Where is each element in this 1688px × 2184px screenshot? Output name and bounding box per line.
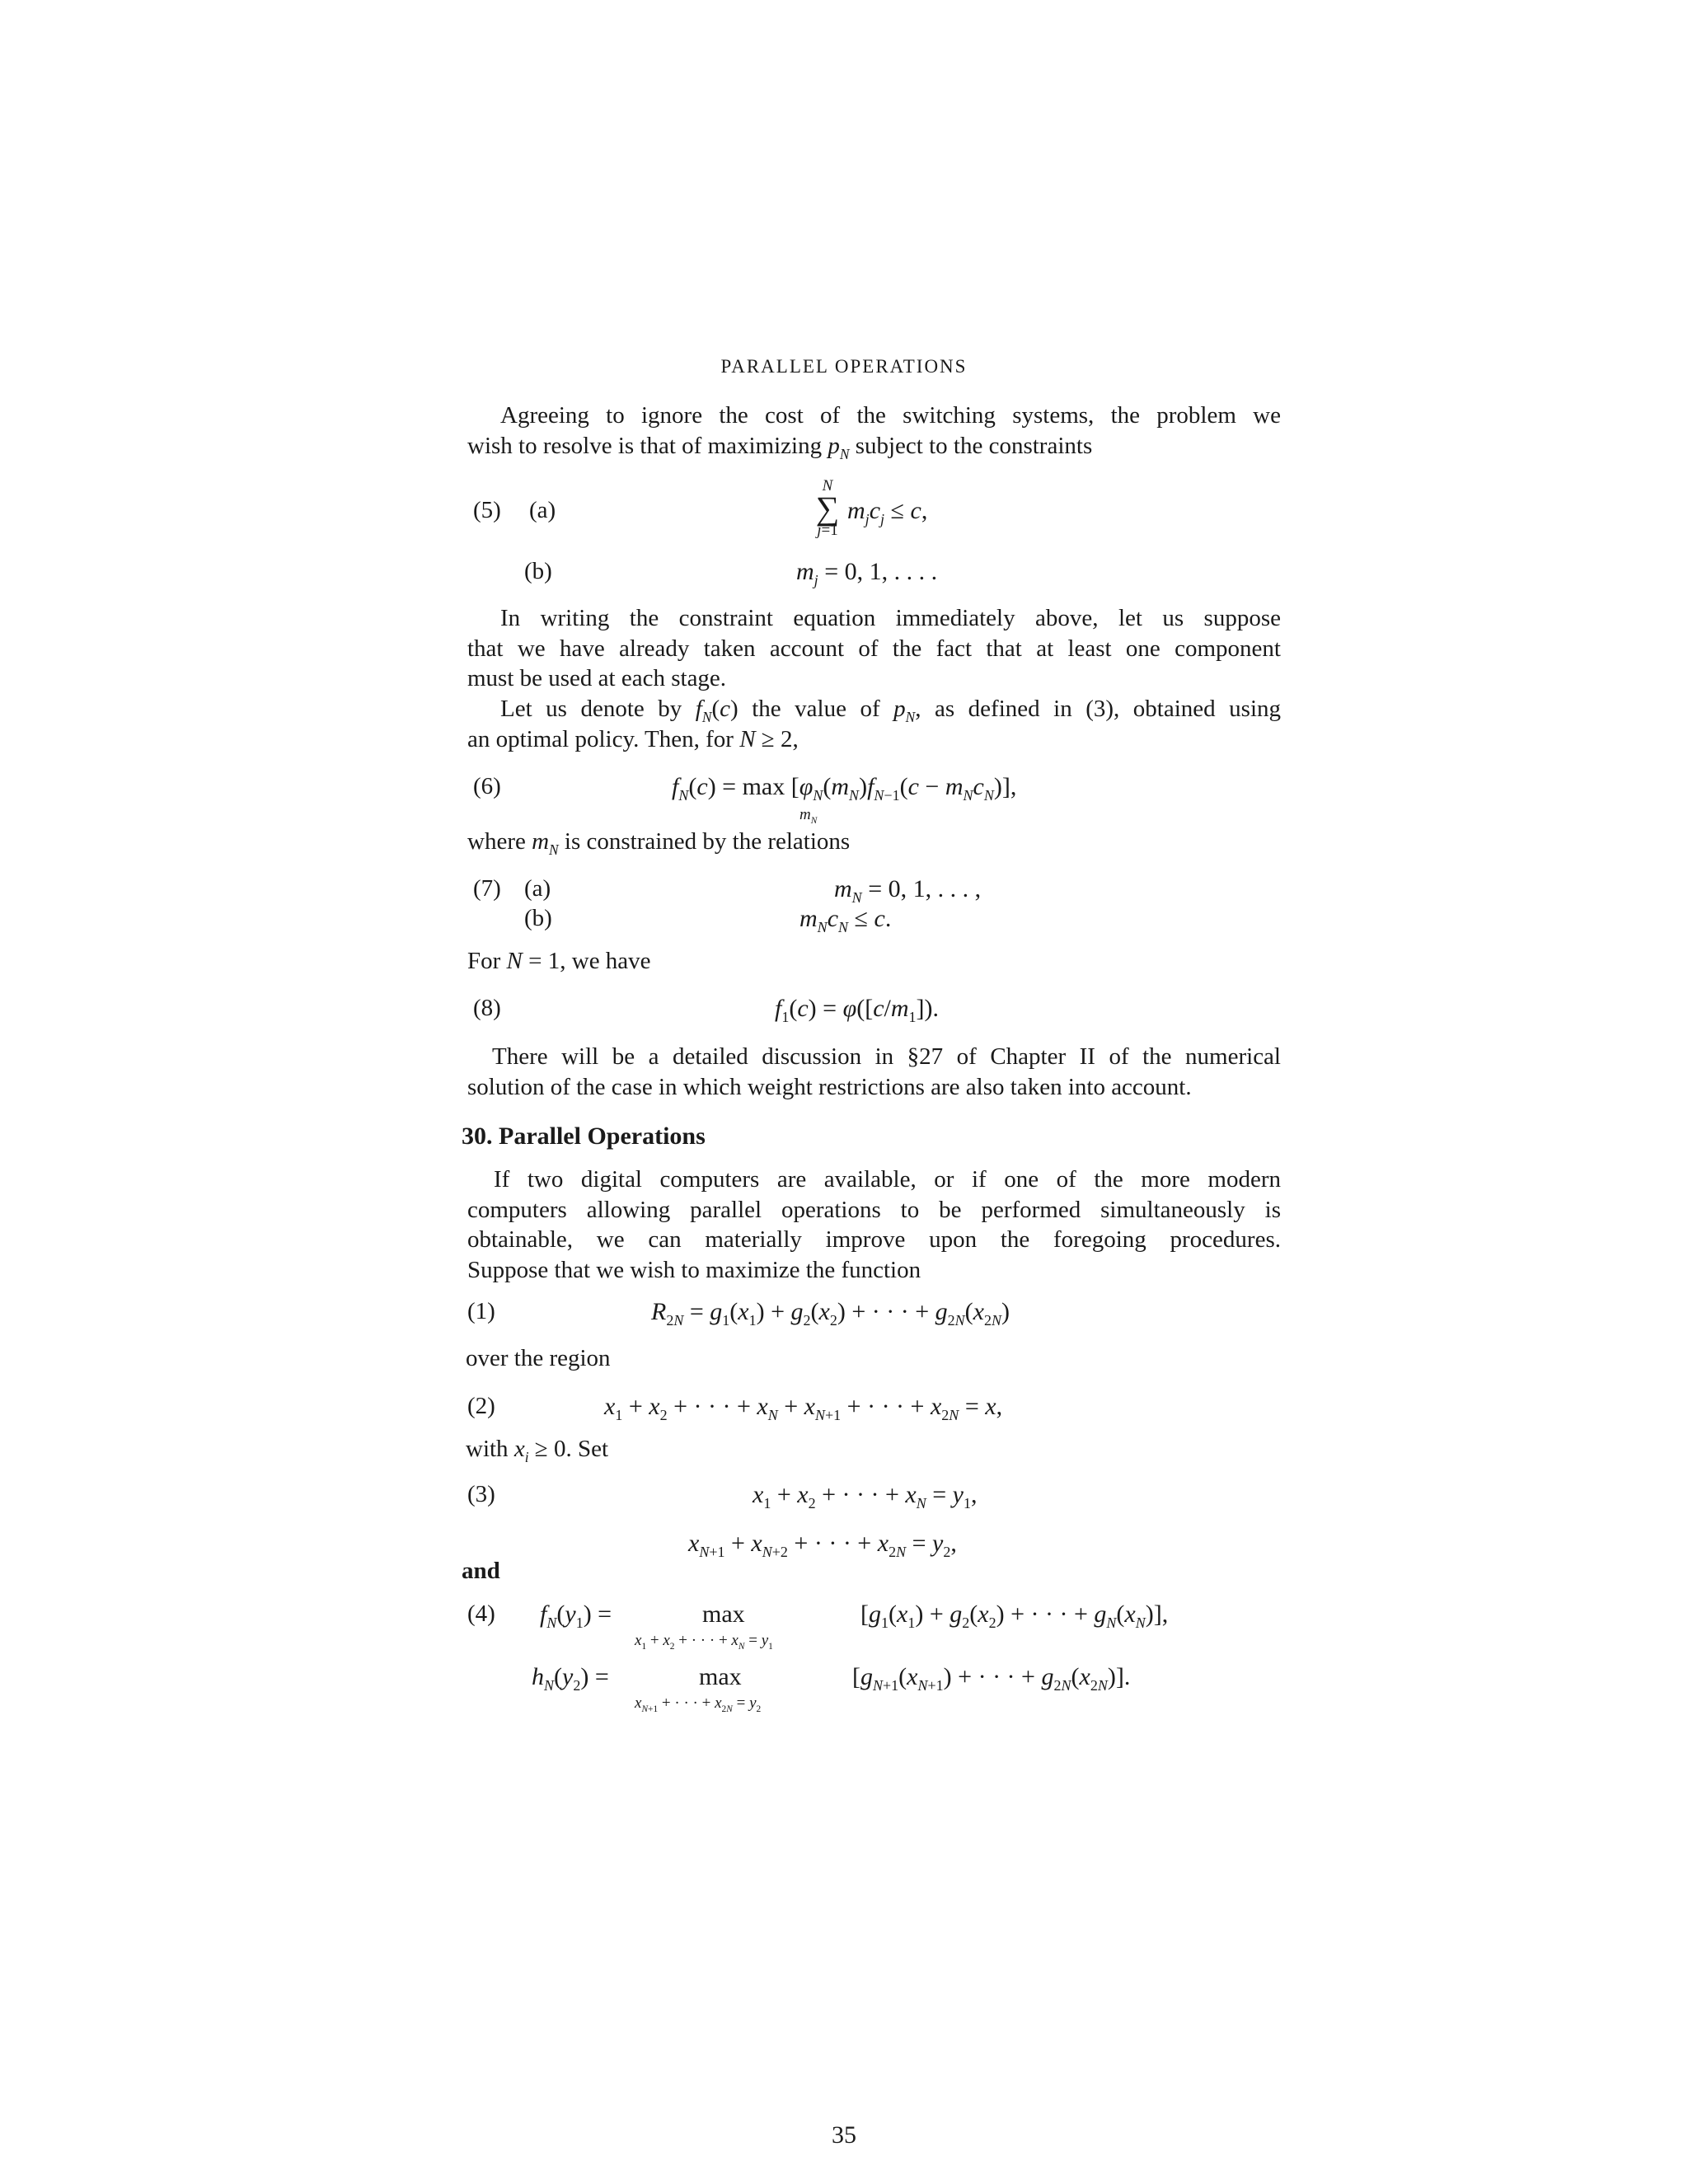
max-subscript: $m_N$: [799, 806, 818, 826]
equation-3b: $x_{N+1} + x_{N+2}$ + · · · + $x_{2N} = y_2$,: [688, 1530, 957, 1560]
max-operator: max: [699, 1663, 742, 1690]
paragraph-where: where $m_N$ is constrained by the relations: [467, 828, 851, 858]
equation-label-a: (a): [524, 875, 551, 902]
paragraph-detailed: [467, 1042, 1281, 1102]
equation-5a: $m_jc_j \le c$,: [847, 497, 928, 527]
paragraph-line: an optimal policy. Then, for N ≥ 2,: [467, 725, 799, 752]
paragraph-line: wish to resolve is that of maximizing $p_N$ subject to the constraints: [467, 432, 1093, 462]
equation-label-b: (b): [524, 905, 552, 931]
equation-7a: $m_N = 0$, 1, . . . ,: [834, 875, 982, 906]
paragraph-line: solution of the case in which weight restrictions are also taken into account.: [467, 1073, 1192, 1100]
paragraph-line: There will be a detailed discussion in §27 of Chapter II of the numerical: [492, 1043, 1281, 1070]
equation-4b-lhs: $h_N(y_2)$ =: [532, 1663, 609, 1694]
max-constraint: $x_{N+1}$ + · · · + $x_{2N} = y_2$: [635, 1694, 762, 1714]
equation-number: (3): [467, 1481, 495, 1507]
paragraph-line: In writing the constraint equation immediately above, let us suppose: [500, 605, 1281, 631]
max-operator: max: [702, 1601, 745, 1628]
running-head: PARALLEL OPERATIONS: [720, 356, 968, 377]
equation-number: (2): [467, 1393, 495, 1419]
equation-number: (6): [473, 773, 501, 799]
text-and: and: [462, 1558, 500, 1584]
paragraph-line: Suppose that we wish to maximize the function: [467, 1256, 921, 1283]
equation-4a-lhs: $f_N(y_1)$ =: [540, 1601, 612, 1631]
text-over-region: over the region: [466, 1345, 611, 1371]
equation-number: (1): [467, 1298, 495, 1324]
equation-number: (4): [467, 1601, 495, 1627]
paragraph-line: If two digital computers are available, or if one of the more modern: [494, 1166, 1281, 1193]
paragraph-for-n: For N = 1, we have: [467, 948, 651, 974]
max-constraint: $x_1 + x_2$ + · · · + $x_N = y_1$: [635, 1632, 773, 1652]
paragraph-line: must be used at each stage.: [467, 665, 727, 691]
equation-number: (7): [473, 875, 501, 902]
equation-4b-rhs: [$g_{N+1}(x_{N+1})$ + · · · + $g_{2N}(x_{2N})$].: [852, 1663, 1131, 1694]
equation-4a-rhs: [$g_1(x_1) + g_2(x_2)$ + · · · + $g_N(x_N)$],: [860, 1601, 1169, 1631]
equation-6: $f_N(c) = \max [\varphi_N(m_N)f_{N-1}(c - m_Nc_N)]$,: [672, 773, 1017, 804]
section-heading: 30. Parallel Operations: [462, 1122, 706, 1150]
paragraph-line: Let us denote by $f_N(c)$ the value of $p_N$, as defined in (3), obtained using: [500, 696, 1282, 725]
equation-5b: $m_j = 0$, 1, . . . .: [796, 558, 938, 588]
equation-2: $x_1 + x_2$ + · · · + $x_N + x_{N+1}$ + · · · + $x_{2N} = x$,: [604, 1393, 1003, 1423]
paragraph-parallel: [467, 1165, 1281, 1285]
paragraph-line: that we have already taken account of the fact that at least one component: [467, 635, 1281, 662]
paragraph-line: computers allowing parallel operations to be performed simultaneously is: [467, 1196, 1281, 1223]
paragraph-constraint: [467, 603, 1281, 694]
equation-3a: $x_1 + x_2$ + · · · + $x_N = y_1$,: [753, 1481, 978, 1511]
equation-label-a: (a): [529, 497, 556, 523]
text-with: with $x_i \ge 0$. Set: [466, 1436, 609, 1465]
paragraph-intro: [467, 401, 1281, 461]
equation-label-b: (b): [524, 558, 552, 584]
paragraph-line: Agreeing to ignore the cost of the switching systems, the problem we: [500, 402, 1281, 429]
equation-1: $R_{2N} = g_1(x_1) + g_2(x_2)$ + · · · + $g_{2N}(x_{2N})$: [651, 1298, 1010, 1329]
summation-block: N ∑ j=1: [815, 477, 840, 539]
equation-7b: $m_Nc_N \le c$.: [799, 905, 892, 935]
equation-number: (5): [473, 497, 501, 523]
paragraph-line: obtainable, we can materially improve upon the foregoing procedures.: [467, 1226, 1281, 1253]
equation-8: $f_1(c) = \varphi([c/m_1])$.: [775, 995, 940, 1025]
page-number: 35: [832, 2121, 856, 2149]
equation-number: (8): [473, 995, 501, 1021]
paragraph-denote: [467, 694, 1281, 754]
